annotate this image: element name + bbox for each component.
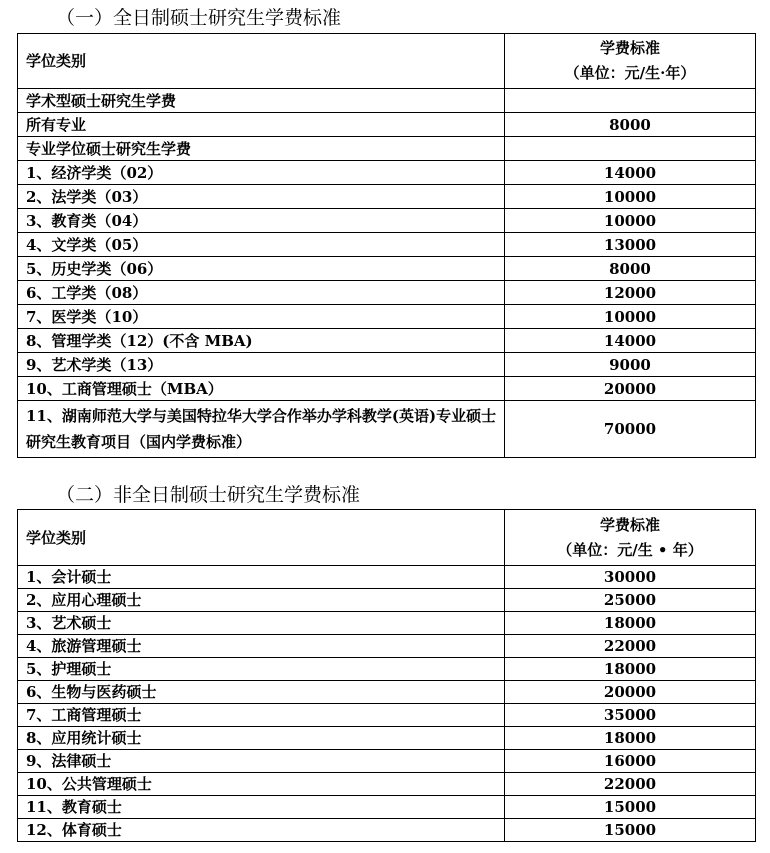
row-fee: 10000: [505, 209, 756, 233]
table-row: [18, 305, 756, 329]
table-row: [18, 137, 756, 161]
table-row: [18, 566, 756, 589]
row-category: 1、经济学类（02）: [18, 161, 505, 185]
row-fee: 18000: [505, 612, 756, 635]
row-category: 4、旅游管理硕士: [18, 635, 505, 658]
row-category: 7、医学类（10）: [18, 305, 505, 329]
row-fee: 22000: [505, 635, 756, 658]
row-category: 5、历史学类（06）: [18, 257, 505, 281]
header-fee: [505, 34, 756, 89]
part-time-heading: （二）非全日制硕士研究生学费标准: [56, 484, 361, 506]
table-row: [18, 401, 756, 458]
header-fee-title: 学费标准: [599, 39, 660, 57]
row-fee: 8000: [505, 257, 756, 281]
row-fee: 9000: [505, 353, 756, 377]
row-fee: 10000: [505, 305, 756, 329]
table-row: [18, 589, 756, 612]
full-time-table-body: [18, 34, 756, 458]
row-fee: 30000: [505, 566, 756, 589]
table-row: [18, 658, 756, 681]
table-row: [18, 281, 756, 305]
table-row: [18, 233, 756, 257]
table-row: [18, 750, 756, 773]
row-category: 11、湖南师范大学与美国特拉华大学合作举办学科教学(英语)专业硕士研究生教育项目（国内学费标准）: [18, 401, 505, 458]
table-row: [18, 257, 756, 281]
table-row: [18, 209, 756, 233]
row-category: 专业学位硕士研究生学费: [18, 137, 505, 161]
row-category: 6、工学类（08）: [18, 281, 505, 305]
row-category: 11、教育硕士: [18, 796, 505, 819]
row-fee: 20000: [505, 681, 756, 704]
row-fee: 13000: [505, 233, 756, 257]
table-row: [18, 329, 756, 353]
row-fee: 8000: [505, 113, 756, 137]
row-category: 8、应用统计硕士: [18, 727, 505, 750]
table-row: [18, 612, 756, 635]
row-category: 10、公共管理硕士: [18, 773, 505, 796]
row-fee: [505, 137, 756, 161]
row-category: 9、法律硕士: [18, 750, 505, 773]
row-category: 7、工商管理硕士: [18, 704, 505, 727]
header-fee-unit: （单位：元/生 • 年）: [557, 540, 703, 559]
table-row: [18, 377, 756, 401]
row-fee: 20000: [505, 377, 756, 401]
row-category: 学术型硕士研究生学费: [18, 89, 505, 113]
table-row: [18, 681, 756, 704]
row-category: 8、管理学类（12）(不含 MBA): [18, 329, 505, 353]
header-fee-unit: （单位：元/生·年）: [564, 64, 696, 82]
header-category: 学位类别: [18, 34, 505, 89]
row-category: 2、应用心理硕士: [18, 589, 505, 612]
row-fee: 14000: [505, 161, 756, 185]
row-category: 9、艺术学类（13）: [18, 353, 505, 377]
full-time-fee-table: [17, 33, 756, 458]
row-category: 12、体育硕士: [18, 819, 505, 842]
part-time-fee-table: [17, 509, 756, 842]
table-row: [18, 113, 756, 137]
table-row: [18, 819, 756, 842]
row-fee: 16000: [505, 750, 756, 773]
row-fee: 15000: [505, 796, 756, 819]
table-row: [18, 353, 756, 377]
row-category: 6、生物与医药硕士: [18, 681, 505, 704]
table-row: [18, 635, 756, 658]
table-row: [18, 161, 756, 185]
row-category: 10、工商管理硕士（MBA）: [18, 377, 505, 401]
row-category: 3、艺术硕士: [18, 612, 505, 635]
row-category: 1、会计硕士: [18, 566, 505, 589]
row-category: 4、文学类（05）: [18, 233, 505, 257]
header-category: 学位类别: [18, 510, 505, 566]
row-fee: 10000: [505, 185, 756, 209]
table-row: [18, 89, 756, 113]
table-row: [18, 796, 756, 819]
row-category: 5、护理硕士: [18, 658, 505, 681]
row-category: 3、教育类（04）: [18, 209, 505, 233]
row-category: 所有专业: [18, 113, 505, 137]
table-header-row: [18, 510, 756, 566]
row-fee: 12000: [505, 281, 756, 305]
header-fee: [505, 510, 756, 566]
table-row: [18, 727, 756, 750]
table-row: [18, 185, 756, 209]
table-header-row: [18, 34, 756, 89]
row-fee: 14000: [505, 329, 756, 353]
header-fee-title: 学费标准: [599, 515, 660, 534]
row-fee: 25000: [505, 589, 756, 612]
row-fee: 35000: [505, 704, 756, 727]
row-fee: 18000: [505, 658, 756, 681]
row-fee: 18000: [505, 727, 756, 750]
table-row: [18, 704, 756, 727]
part-time-table-body: [18, 510, 756, 842]
row-fee: 15000: [505, 819, 756, 842]
table-row: [18, 773, 756, 796]
row-fee: [505, 89, 756, 113]
row-category: 2、法学类（03）: [18, 185, 505, 209]
row-fee: 70000: [505, 401, 756, 458]
full-time-heading: （一）全日制硕士研究生学费标准: [56, 7, 342, 29]
row-fee: 22000: [505, 773, 756, 796]
